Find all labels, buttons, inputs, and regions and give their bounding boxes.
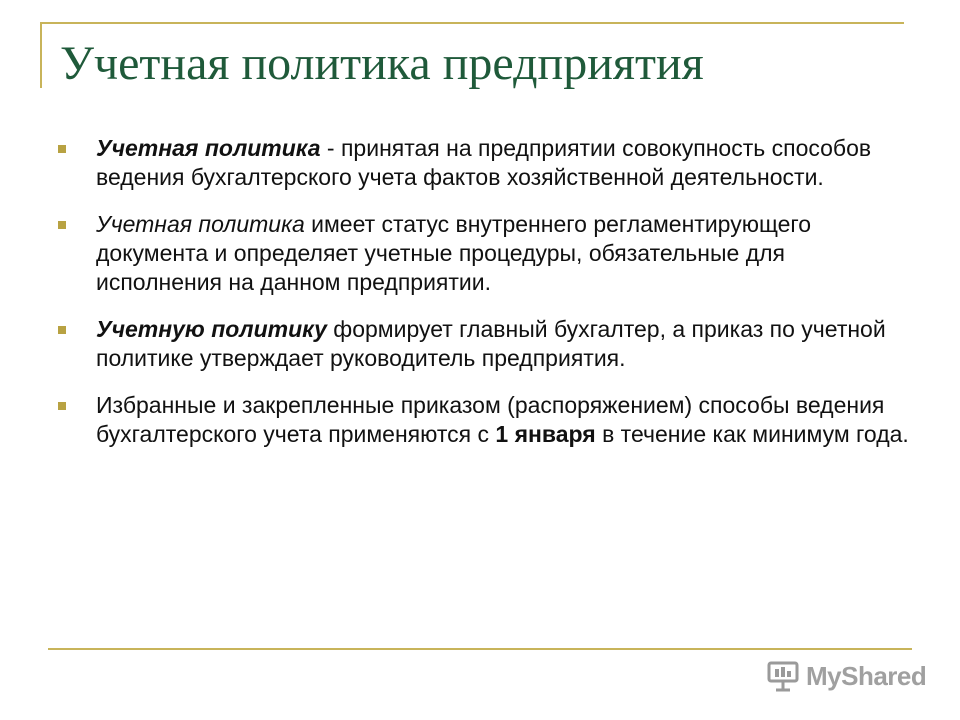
top-divider bbox=[40, 22, 904, 24]
square-bullet-icon bbox=[58, 221, 66, 229]
bottom-divider bbox=[48, 648, 912, 650]
presentation-board-icon bbox=[766, 659, 800, 693]
slide-title: Учетная политика предприятия bbox=[60, 37, 704, 90]
bullet-item-definition bbox=[56, 134, 916, 192]
square-bullet-icon bbox=[58, 326, 66, 334]
left-divider bbox=[40, 22, 42, 88]
square-bullet-icon bbox=[58, 145, 66, 153]
bullet-item-responsibility bbox=[56, 315, 916, 373]
bullet-text: имеет статус внутреннего регламентирующего документа и определяет учетные процедуры, обязательные для исполнения на данном предприятии. bbox=[96, 211, 812, 295]
bullet-text: Избранные и закрепленные приказом (распоряжением) способы ведения бухгалтерского учета применяются с bbox=[96, 392, 885, 447]
bullet-list bbox=[56, 134, 916, 467]
watermark-text: MyShared bbox=[806, 660, 927, 691]
bullet-lead-term: Учетную политику bbox=[96, 316, 327, 342]
square-bullet-icon bbox=[58, 402, 66, 410]
bullet-text: в течение как минимум года. bbox=[595, 421, 909, 447]
watermark-logo bbox=[766, 656, 926, 696]
bullet-date-emphasis: 1 января bbox=[495, 421, 596, 447]
bullet-lead-term: Учетная политика bbox=[96, 211, 305, 237]
bullet-text: формирует главный бухгалтер, а приказ по учетной политике утверждает руководитель предприятия. bbox=[96, 316, 886, 371]
bullet-item-status bbox=[56, 210, 916, 297]
bullet-lead-term: Учетная политика bbox=[96, 135, 321, 161]
bullet-item-period bbox=[56, 391, 916, 449]
bullet-text: - принятая на предприятии совокупность способов ведения бухгалтерского учета фактов хозяйственной деятельности. bbox=[96, 135, 872, 190]
